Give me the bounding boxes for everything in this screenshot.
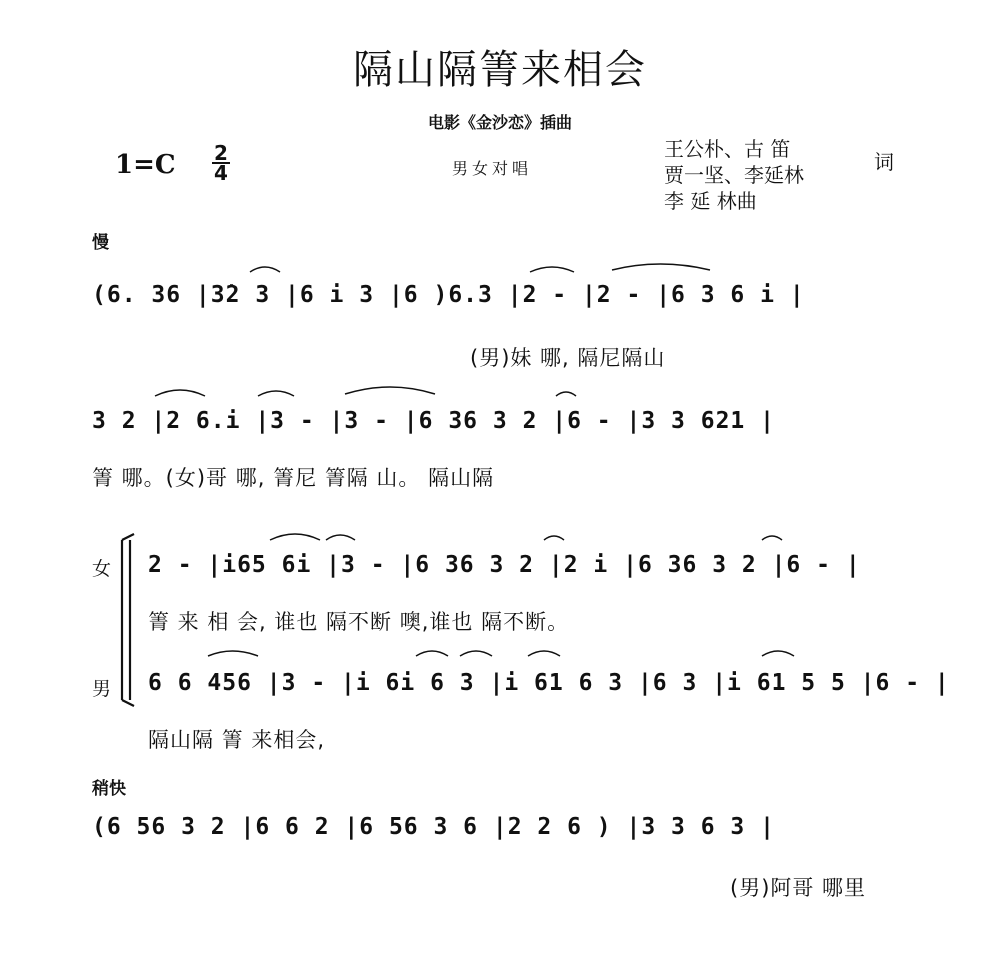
lyrics-row-5: (男)阿哥 哪里 (730, 876, 867, 900)
lyric-role: 词 (874, 150, 894, 174)
lyrics-female: 箐 来 相 会, 谁也 隔不断 噢,谁也 隔不断。 (148, 610, 570, 634)
notation-row-5: (6 56 3 2 |6 6 2 |6 56 3 6 |2 2 6 ) |3 3 6 3 | (92, 814, 775, 840)
slur-row2-b (258, 391, 294, 396)
duet-brace-bottom-hook (122, 700, 134, 706)
lyrics-male: 隔山隔 箐 来相会, (148, 728, 326, 752)
tie-row1 (612, 264, 710, 270)
time-signature-top: 2 (214, 141, 228, 165)
slur-male-b (416, 651, 448, 656)
notation-row-2: 3 2 |2 6.i |3 - |3 - |6 36 3 2 |6 - |3 3 621 | (92, 408, 775, 434)
notation-female: 2 - |i65 6i |3 - |6 36 3 2 |2 i |6 36 3 2 |6 - | (148, 552, 861, 578)
key-signature: 1=C (115, 150, 176, 180)
slur-female-a (270, 534, 320, 540)
song-subtitle: 电影《金沙恋》插曲 (427, 113, 572, 132)
notation-row-1: (6. 36 |3̇2 3 |6 i 3 |6 )6.3 |2 - |2 - |6 3 6 i | (92, 282, 805, 308)
slur-male-d (528, 651, 560, 656)
slur-row1-b (530, 267, 574, 272)
slur-male-a (208, 651, 258, 656)
slur-male-e (762, 651, 794, 656)
lyrics-row-2: 箐 哪。(女)哥 哪, 箐尼 箐隔 山。 隔山隔 (92, 466, 495, 490)
lyricists-line-1: 王公朴、古 笛 (664, 137, 791, 161)
slur-row1-a (250, 267, 280, 272)
lyrics-row-1: (男)妹 哪, 隔尼隔山 (470, 346, 666, 370)
performance-note: 男女对唱 (452, 159, 533, 178)
lyricists-line-2: 贾一坚、李延林 (664, 163, 804, 187)
slur-female-b (326, 535, 355, 540)
male-part-label: 男 (92, 678, 112, 700)
song-title: 隔山隔箐来相会 (353, 47, 647, 93)
tie-row2 (345, 387, 435, 394)
duet-brace-top-hook (122, 534, 134, 540)
tempo-slow: 慢 (92, 233, 109, 253)
notation-male: 6 6 456 |3 - |i 6i 6 3 |i 61 6 3 |6 3 |i 61 5 5 |6 - | (148, 670, 950, 696)
slur-male-c (460, 651, 492, 656)
slur-female-c (544, 536, 564, 540)
slur-row2-c (556, 392, 576, 396)
time-signature-bottom: 4 (214, 161, 228, 185)
slur-female-d (762, 536, 782, 540)
female-part-label: 女 (92, 558, 112, 580)
slur-row2-a (155, 390, 205, 396)
composer-line: 李 延 林曲 (664, 189, 757, 213)
tempo-faster: 稍快 (92, 779, 126, 799)
